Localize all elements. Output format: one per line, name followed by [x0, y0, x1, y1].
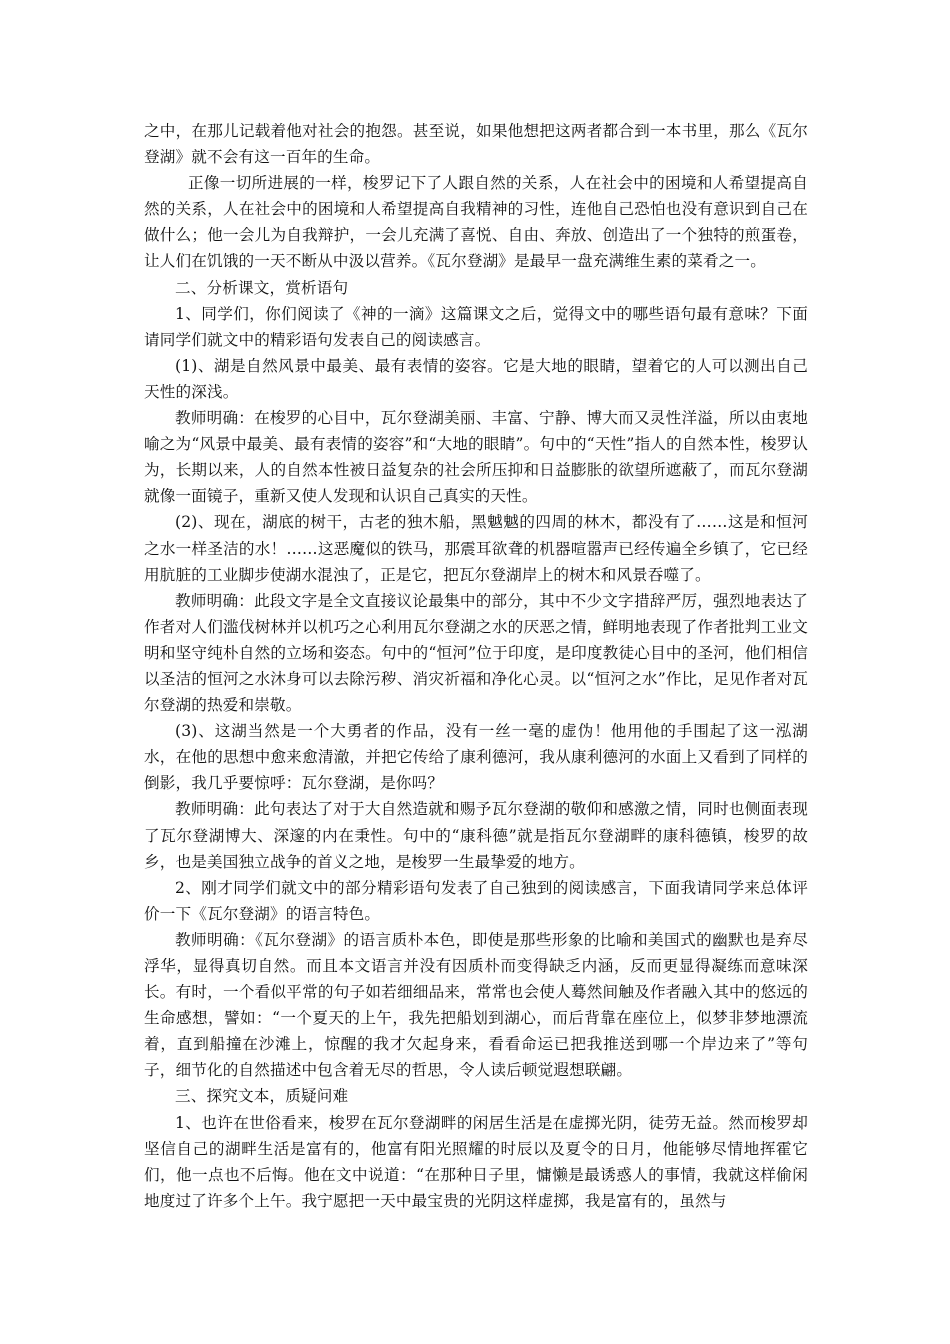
paragraph-question-2: 2、刚才同学们就文中的部分精彩语句发表了自己独到的阅读感言，下面我请同学来总体评价一下《瓦尔登湖》的语言特色。 [144, 878, 808, 923]
section-heading-analysis: 二、分析课文，赏析语句 [175, 278, 349, 297]
paragraph-teacher-note-4: 教师明确：《瓦尔登湖》的语言质朴本色，即使是那些形象的比喻和美国式的幽默也是弃尽浮华，显得真切自然。而且本文语言并没有因质朴而变得缺乏内涵，反而更显得凝练而意味深长。有时，一个看似平常的句子如若细细品来，常常也会使人蓦然间触及作者融入其中的悠远的生命感想，譬如：“一个夏天的上午，我先把船划到湖心，而后背靠在座位上，似梦非梦地漂流着，直到船撞在沙滩上，惊醒的我才欠起身来，看看命运已把我推送到哪一个岸边来了”等句子，细节化的自然描述中包含着无尽的哲思，令人读后顿觉遐想联翩。 [144, 930, 808, 1080]
paragraph-teacher-note-1: 教师明确：在梭罗的心目中，瓦尔登湖美丽、丰富、宁静、博大而又灵性洋溢，所以由衷地喻之为“风景中最美、最有表情的姿容”和“大地的眼睛”。句中的“天性”指人的自然本性，梭罗认为，长期以来，人的自然本性被日益复杂的社会所压抑和日益膨胀的欲望所遮蔽了，而瓦尔登湖就像一面镜子，重新又使人发现和认识自己真实的天性。 [144, 409, 808, 506]
section-heading-exploration: 三、探究文本，质疑问难 [175, 1087, 349, 1106]
paragraph-summary: 正像一切所进展的一样，梭罗记下了人跟自然的关系，人在社会中的困境和人希望提高自然的关系，人在社会中的困境和人希望提高自我精神的习性，连他自己恐怕也没有意识到自己在做什么；他一会儿为自我辩护，一会儿充满了喜悦、自由、奔放、创造出了一个独特的煎蛋卷，让人们在饥饿的一天不断从中汲以营养。《瓦尔登湖》是最早一盘充满维生素的菜肴之一。 [144, 174, 808, 271]
paragraph-quote-2: (2)、现在，湖底的树干，古老的独木船，黑魆魆的四周的林木，都没有了……这是和恒河之水一样圣洁的水！……这恶魔似的铁马，那震耳欲聋的机器喧嚣声已经传遍全乡镇了，它已经用肮脏的工业脚步使湖水混浊了，正是它，把瓦尔登湖岸上的树木和风景吞噬了。 [144, 513, 808, 584]
paragraph-question-1: 1、同学们，你们阅读了《神的一滴》这篇课文之后，觉得文中的哪些语句最有意味？下面请同学们就文中的精彩语句发表自己的阅读感言。 [144, 304, 808, 349]
paragraph-question-3: 1、也许在世俗看来，梭罗在瓦尔登湖畔的闲居生活是在虚掷光阴，徒劳无益。然而梭罗却坚信自己的湖畔生活是富有的，他富有阳光照耀的时辰以及夏令的日月，他能够尽情地挥霍它们，他一点也不后悔。他在文中说道：“在那种日子里，慵懒是最诱惑人的事情，我就这样偷闲地度过了许多个上午。我宁愿把一天中最宝贵的光阴这样虚掷，我是富有的，虽然与 [144, 1113, 808, 1210]
paragraph-teacher-note-2: 教师明确：此段文字是全文直接议论最集中的部分，其中不少文字措辞严厉，强烈地表达了作者对人们滥伐树林并以机巧之心利用瓦尔登湖之水的厌恶之情，鲜明地表现了作者批判工业文明和坚守纯朴自然的立场和姿态。句中的“恒河”位于印度，是印度教徒心目中的圣河，他们相信以圣洁的恒河之水沐身可以去除污秽、消灾祈福和净化心灵。以“恒河之水”作比，足见作者对瓦尔登湖的热爱和崇敬。 [144, 591, 808, 715]
paragraph-quote-3: (3)、这湖当然是一个大勇者的作品，没有一丝一毫的虚伪！他用他的手围起了这一泓湖水，在他的思想中愈来愈清澈，并把它传给了康利德河，我从康利德河的水面上又看到了同样的倒影，我几乎要惊呼：瓦尔登湖，是你吗？ [144, 722, 808, 793]
paragraph-continuation: 之中，在那儿记载着他对社会的抱怨。甚至说，如果他想把这两者都合到一本书里，那么《瓦尔登湖》就不会有这一百年的生命。 [144, 122, 808, 167]
paragraph-teacher-note-3: 教师明确：此句表达了对于大自然造就和赐予瓦尔登湖的敬仰和感激之情，同时也侧面表现了瓦尔登湖博大、深邃的内在秉性。句中的“康科德”就是指瓦尔登湖畔的康科德镇，梭罗的故乡，也是美国独立战争的首义之地，是梭罗一生最挚爱的地方。 [144, 800, 808, 871]
paragraph-quote-1: (1)、湖是自然风景中最美、最有表情的姿容。它是大地的眼睛，望着它的人可以测出自己天性的深浅。 [144, 356, 808, 401]
document-body [144, 118, 808, 1214]
